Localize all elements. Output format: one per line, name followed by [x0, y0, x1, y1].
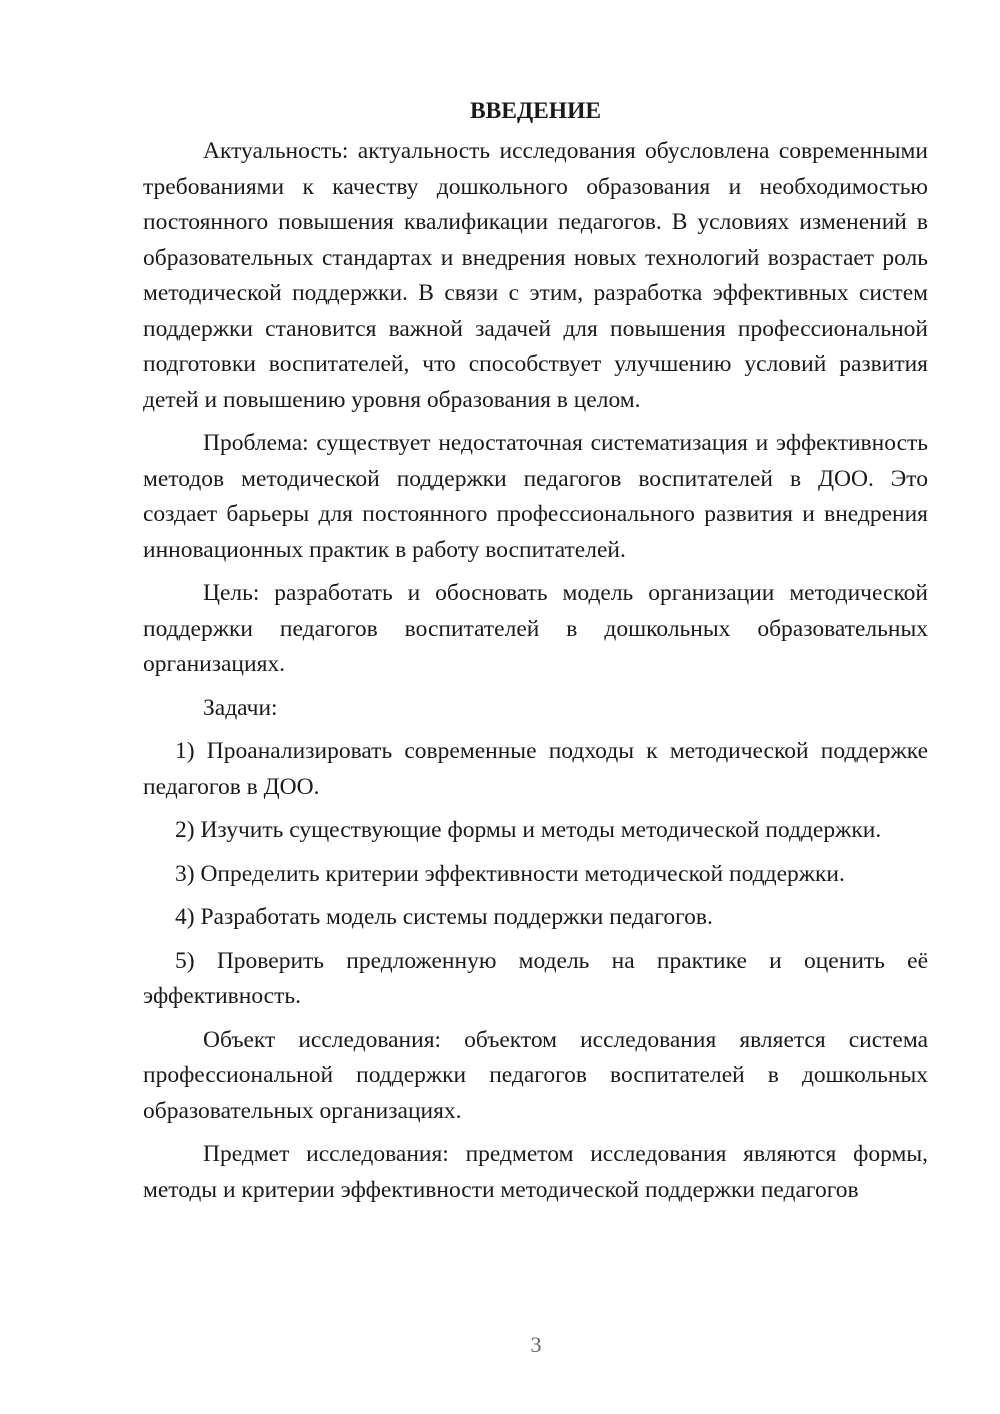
problem-paragraph: Проблема: существует недостаточная систематизация и эффективность методов методической поддержки педагогов воспитателей в ДОО. Это создает барьеры для постоянного профессионального развития и внедрения инновационных практик в работу воспитателей.	[143, 430, 928, 563]
task-item-4: 4) Разработать модель системы поддержки педагогов.	[175, 904, 713, 930]
subject-paragraph: Предмет исследования: предметом исследования являются формы, методы и критерии эффективности методической поддержки педагогов	[143, 1141, 928, 1203]
task-item-2: 2) Изучить существующие формы и методы методической поддержки.	[175, 817, 882, 843]
section-heading: ВВЕДЕНИЕ	[469, 98, 602, 124]
goal-paragraph: Цель: разработать и обосновать модель организации методической поддержки педагогов воспитателей в дошкольных образовательных организациях.	[143, 580, 928, 677]
task-item-1: 1) Проанализировать современные подходы к методической поддержке педагогов в ДОО.	[143, 738, 928, 800]
task-item-5: 5) Проверить предложенную модель на практике и оценить её эффективность.	[143, 947, 928, 1009]
object-paragraph: Объект исследования: объектом исследования является система профессиональной поддержки педагогов воспитателей в дошкольных образовательных организациях.	[143, 1026, 928, 1124]
page-number: 3	[530, 1332, 542, 1357]
tasks-label: Задачи:	[203, 694, 278, 721]
task-item-3: 3) Определить критерии эффективности методической поддержки.	[175, 860, 845, 887]
relevance-paragraph: Актуальность: актуальность исследования обусловлена современными требованиями к качеству дошкольного образования и необходимостью постоянного повышения квалификации педагогов. В условиях изменений в образовательных стандартах и внедрения новых технологий возрастает роль методической поддержки. В связи с этим, разработка эффективных систем поддержки становится важной задачей для повышения профессиональной подготовки воспитателей, что способствует улучшению условий развития детей и повышению уровня образования в целом.	[143, 138, 928, 413]
page-body	[143, 96, 928, 1216]
